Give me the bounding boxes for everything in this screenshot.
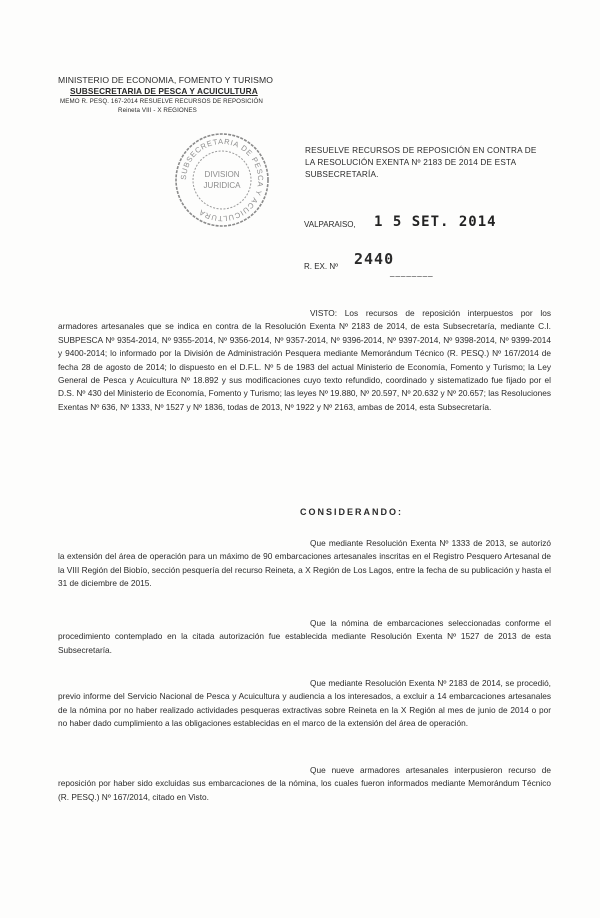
svg-text:SUBSECRETARIA DE PESCA Y ACUIC (179, 137, 265, 223)
letterhead (58, 75, 298, 115)
place-and-date (300, 212, 560, 232)
rex-underline: ________ (390, 268, 434, 277)
considerando-paragraph-1: Que mediante Resolución Exenta Nº 1333 de 2013, se autorizó la extensión del área de operación para un máximo de 90 embarcaciones artesanales inscritas en el Registro Pesquero Artesanal de la VIII Región del Biobío, sección pesquería del recurso Reineta, a X Región de Los Lagos, entre la fecha de su publicación y hasta el 31 de diciembre de 2015. (58, 538, 551, 589)
memo-reference: MEMO R. PESQ. 167-2014 RESUELVE RECURSOS DE REPOSICIÓN (60, 98, 263, 105)
resolution-number (300, 250, 500, 277)
stamp-seal-icon (172, 130, 272, 230)
considerando-paragraph-3: Que mediante Resolución Exenta Nº 2183 de 2014, se procedió, previo informe del Servicio Nacional de Pesca y Acuicultura y audiencia a los interesados, a excluir a 14 embarcaciones artesanales de la nómina por no haber realizado actividades pesqueras extractivas sobre Reineta en la X Región al mes de junio de 2014 o por no haber dado cumplimiento a las obligaciones establecidas en el marco de la extensión del área de operación. (58, 678, 551, 729)
stamp-center-line1: DIVISION (204, 170, 240, 179)
rex-label: R. EX. Nº (304, 262, 339, 271)
subsecretaria-name: SUBSECRETARIA DE PESCA Y ACUICULTURA (70, 86, 258, 96)
considerando-paragraph-2: Que la nómina de embarcaciones seleccionadas conforme el procedimiento contemplado en la citada autorización fue establecida mediante Resolución Exenta Nº 1527 de 2013 de esta Subsecretaría. (58, 618, 551, 655)
considerando-heading: CONSIDERANDO: (300, 507, 404, 517)
rex-number: 2440 (354, 250, 395, 268)
considerando-paragraph-4: Que nueve armadores artesanales interpusieron recurso de reposición por haber sido excluidas sus embarcaciones de la nómina, los cuales fueron informados mediante Memorándum Técnico (R. PESQ.) Nº 167/2014, citado en Visto. (58, 765, 551, 802)
stamp-ring-text: SUBSECRETARIA DE PESCA Y ACUICULTURA (178, 136, 266, 224)
ministry-name: MINISTERIO DE ECONOMIA, FOMENTO Y TURISMO (58, 75, 273, 85)
region-reference: Reineta VIII - X REGIONES (118, 107, 197, 114)
stamp-center-line2: JURIDICA (203, 181, 241, 190)
division-juridica-stamp (172, 130, 272, 230)
resolution-subject: RESUELVE RECURSOS DE REPOSICIÓN EN CONTRA DE LA RESOLUCIÓN EXENTA Nº 2183 DE 2014 DE ESTA SUBSECRETARÍA. (305, 146, 537, 179)
visto-paragraph: VISTO: Los recursos de reposición interpuestos por los armadores artesanales que se indica en contra de la Resolución Exenta Nº 2183 de 2014, de esta Subsecretaría, mediante C.I. SUBPESCA Nº 9354-2014, Nº 9355-2014, Nº 9356-2014, Nº 9357-2014, Nº 9396-2014, Nº 9397-2014, Nº 9398-2014, Nº 9399-2014 y 9400-2014; lo informado por la División de Administración Pesquera mediante Memorándum Técnico (R. PESQ.) Nº 167/2014 de fecha 28 de agosto de 2014; lo dispuesto en el D.F.L. Nº 5 de 1983 del actual Ministerio de Economía, Fomento y Turismo; la Ley General de Pesca y Acuicultura Nº 18.892 y sus modificaciones cuyo texto refundido, coordinado y sistematizado fue fijado por el D.S. Nº 430 del Ministerio de Economía, Fomento y Turismo; las leyes Nº 19.880, Nº 20.597, Nº 20.632 y Nº 20.657; las Resoluciones Exentas Nº 636, Nº 1333, Nº 1527 y Nº 1836, todas de 2013, Nº 1922 y Nº 2163, ambas de 2014, esta Subsecretaría. (58, 308, 551, 412)
date-stamp: 1 5 SET. 2014 (374, 214, 497, 230)
place-label: VALPARAISO, (304, 220, 356, 229)
